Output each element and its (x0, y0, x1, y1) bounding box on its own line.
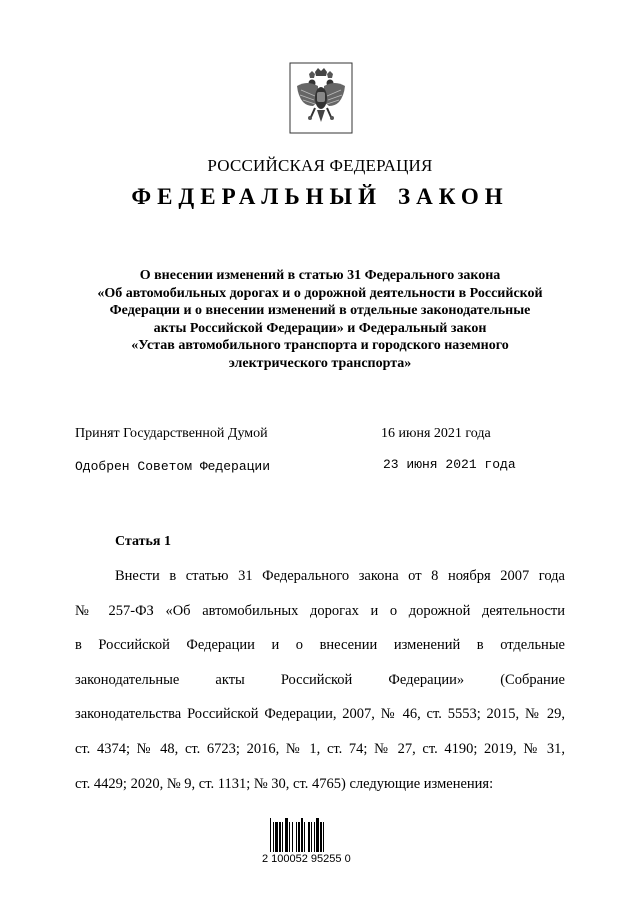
article-text-line: Внести в статью 31 Федерального закона от 8 ноября 2007 года (115, 568, 565, 584)
law-title-line: акты Российской Федерации» и Федеральный закон (153, 320, 487, 336)
council-approval-label: Одобрен Советом Федерации (75, 459, 271, 474)
article-body (75, 566, 565, 808)
duma-adoption-date: 16 июня 2021 года (381, 426, 491, 441)
council-approval-date: 23 июня 2021 года (383, 457, 516, 472)
law-title-line: О внесении изменений в статью 31 Федерального закона (139, 268, 501, 283)
document-type (0, 184, 640, 210)
article-text-line: в Российской Федерации и о внесении изменений в отдельные (75, 637, 565, 654)
barcode-icon (268, 818, 352, 854)
law-title-line: Федерации и о внесении изменений в отдельные законодательные (109, 303, 531, 318)
law-title-line: электрического транспорта» (228, 355, 412, 371)
law-title-line: «Устав автомобильного транспорта и городского наземного (131, 338, 509, 353)
barcode-number: 2 100052 95255 0 (262, 853, 351, 865)
document-type-word: ЗАКОН (398, 184, 509, 209)
article-text-line: № 257-ФЗ «Об автомобильных дорогах и о дорожной деятельности (75, 602, 565, 619)
article-text-line: ст. 4429; 2020, № 9, ст. 1131; № 30, ст. 4765) следующие изменения: (75, 775, 494, 792)
country-name: РОССИЙСКАЯ ФЕДЕРАЦИЯ (207, 156, 433, 175)
duma-adoption-label: Принят Государственной Думой (75, 426, 268, 441)
document-type-word: ФЕДЕРАЛЬНЫЙ (131, 184, 383, 209)
article-text-line: законодательства Российской Федерации, 2007, № 46, ст. 5553; 2015, № 29, (75, 706, 565, 723)
coat-of-arms-icon (289, 62, 353, 134)
law-title-line: «Об автомобильных дорогах и о дорожной деятельности в Российской (97, 285, 543, 301)
article-text-line: ст. 4374; № 48, ст. 6723; 2016, № 1, ст. 74; № 27, ст. 4190; 2019, № 31, (75, 740, 565, 757)
article-text-line: законодательные акты Российской Федерации» (Собрание (75, 671, 565, 688)
article-heading: Статья 1 (115, 534, 171, 549)
law-title (60, 267, 580, 372)
